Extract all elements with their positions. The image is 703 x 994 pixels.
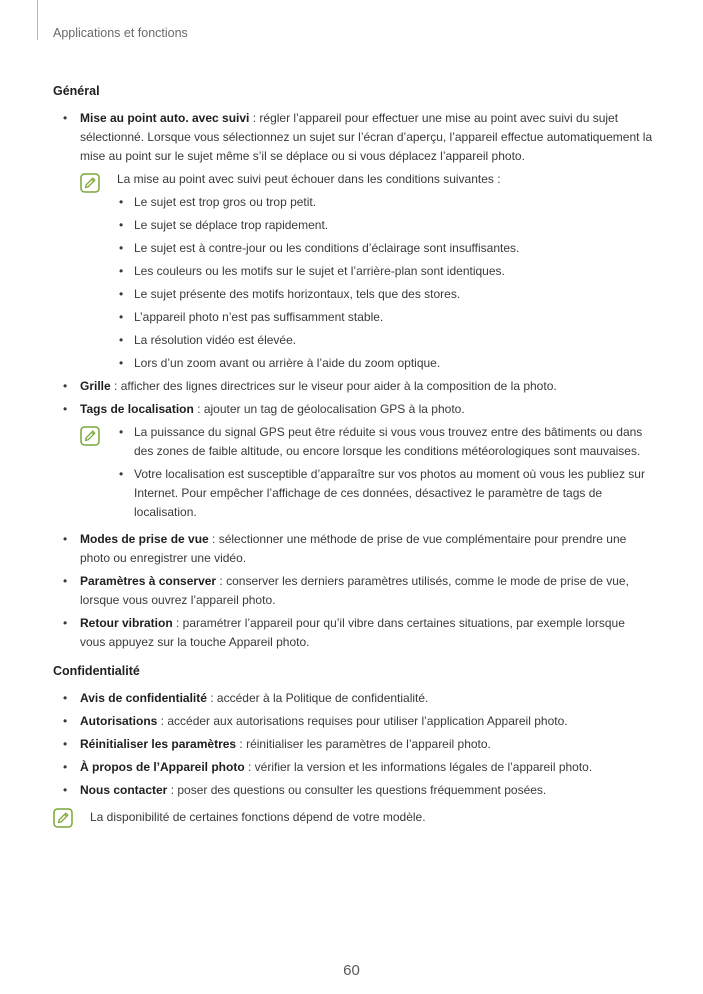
note-intro: La mise au point avec suivi peut échouer dans les conditions suivantes : [117,172,501,186]
item-term: Réinitialiser les paramètres [80,737,237,751]
list-item: • Le sujet est à contre-jour ou les conditions d’éclairage sont insuffisantes. [117,239,653,258]
section-title-privacy: Confidentialité [53,664,140,678]
note-icon [80,426,100,446]
list-item: • La résolution vidéo est élevée. [117,331,653,350]
note-conditions-list [117,193,653,373]
list-item [53,735,653,754]
list-item [53,689,653,708]
note-text: La disponibilité de certaines fonctions dépend de votre modèle. [90,810,426,824]
item-term: Avis de confidentialité [80,691,207,705]
item-text: : ajouter un tag de géolocalisation GPS à la photo. [193,402,465,416]
list-item: • Votre localisation est susceptible d’apparaître sur vos photos au moment où vous les publiez sur Internet. Pour empêcher l’affichage de ces données, désactivez le paramètre de tags de localisation. [117,465,653,522]
list-item [53,758,653,777]
note-gps [53,423,653,522]
privacy-list [53,689,653,800]
note-tracking-af [53,170,653,373]
page-header: Applications et fonctions [53,26,188,40]
general-list [53,109,653,166]
list-item: • Les couleurs ou les motifs sur le sujet et l’arrière-plan sont identiques. [117,262,653,281]
item-text: : conserver les derniers paramètres utilisés, comme le mode de prise de vue, lorsque vous ouvrez l’appareil photo. [80,574,629,607]
item-term: Mise au point auto. avec suivi [80,111,250,125]
list-item [53,530,653,568]
item-term: Modes de prise de vue [80,532,209,546]
list-item [53,377,653,396]
list-item [53,712,653,731]
general-list-2 [53,377,653,419]
list-item [53,572,653,610]
note-icon [80,173,100,193]
item-term: Autorisations [80,714,158,728]
note-availability [53,808,653,827]
list-item [53,400,653,419]
item-term: Nous contacter [80,783,168,797]
note-gps-list [117,423,653,522]
list-item: • L’appareil photo n’est pas suffisamment stable. [117,308,653,327]
page-content [53,82,653,831]
item-term: Grille [80,379,111,393]
item-term: Paramètres à conserver [80,574,217,588]
item-text: : régler l’appareil pour effectuer une mise au point avec suivi du sujet sélectionné. Lorsque vous sélectionnez un sujet sur l’écran d’aperçu, l’appareil effectue automatiquement la mise au point sur le sujet même s’il se déplace ou si vous déplacez l’appareil photo. [80,111,653,163]
list-item [53,781,653,800]
list-item [53,614,653,652]
section-title-general: Général [53,84,100,98]
item-text: : poser des questions ou consulter les questions fréquemment posées. [167,783,547,797]
list-item [53,109,653,166]
item-text: : afficher des lignes directrices sur le viseur pour aider à la composition de la photo. [110,379,557,393]
general-list-3 [53,530,653,652]
page-number: 60 [343,962,360,979]
item-text: : sélectionner une méthode de prise de vue complémentaire pour prendre une photo ou enregistrer une vidéo. [80,532,627,565]
item-term: Tags de localisation [80,402,194,416]
item-text: : accéder aux autorisations requises pour utiliser l’application Appareil photo. [157,714,568,728]
header-divider [37,0,38,40]
list-item: • Le sujet se déplace trop rapidement. [117,216,653,235]
list-item: • Le sujet présente des motifs horizontaux, tels que des stores. [117,285,653,304]
list-item: • Lors d’un zoom avant ou arrière à l’aide du zoom optique. [117,354,653,373]
item-text: : vérifier la version et les informations légales de l’appareil photo. [244,760,593,774]
item-text: : paramétrer l’appareil pour qu’il vibre dans certaines situations, par exemple lorsque vous appuyez sur la touche Appareil photo. [80,616,625,649]
note-icon [53,808,73,828]
list-item: • Le sujet est trop gros ou trop petit. [117,193,653,212]
item-term: À propos de l’Appareil photo [80,760,245,774]
item-text: : réinitialiser les paramètres de l’appareil photo. [236,737,491,751]
list-item: • La puissance du signal GPS peut être réduite si vous vous trouvez entre des bâtiments ou dans des zones de faible altitude, ou encore lorsque les conditions météorologiques sont mauvaises. [117,423,653,461]
item-text: : accéder à la Politique de confidentialité. [206,691,429,705]
item-term: Retour vibration [80,616,173,630]
